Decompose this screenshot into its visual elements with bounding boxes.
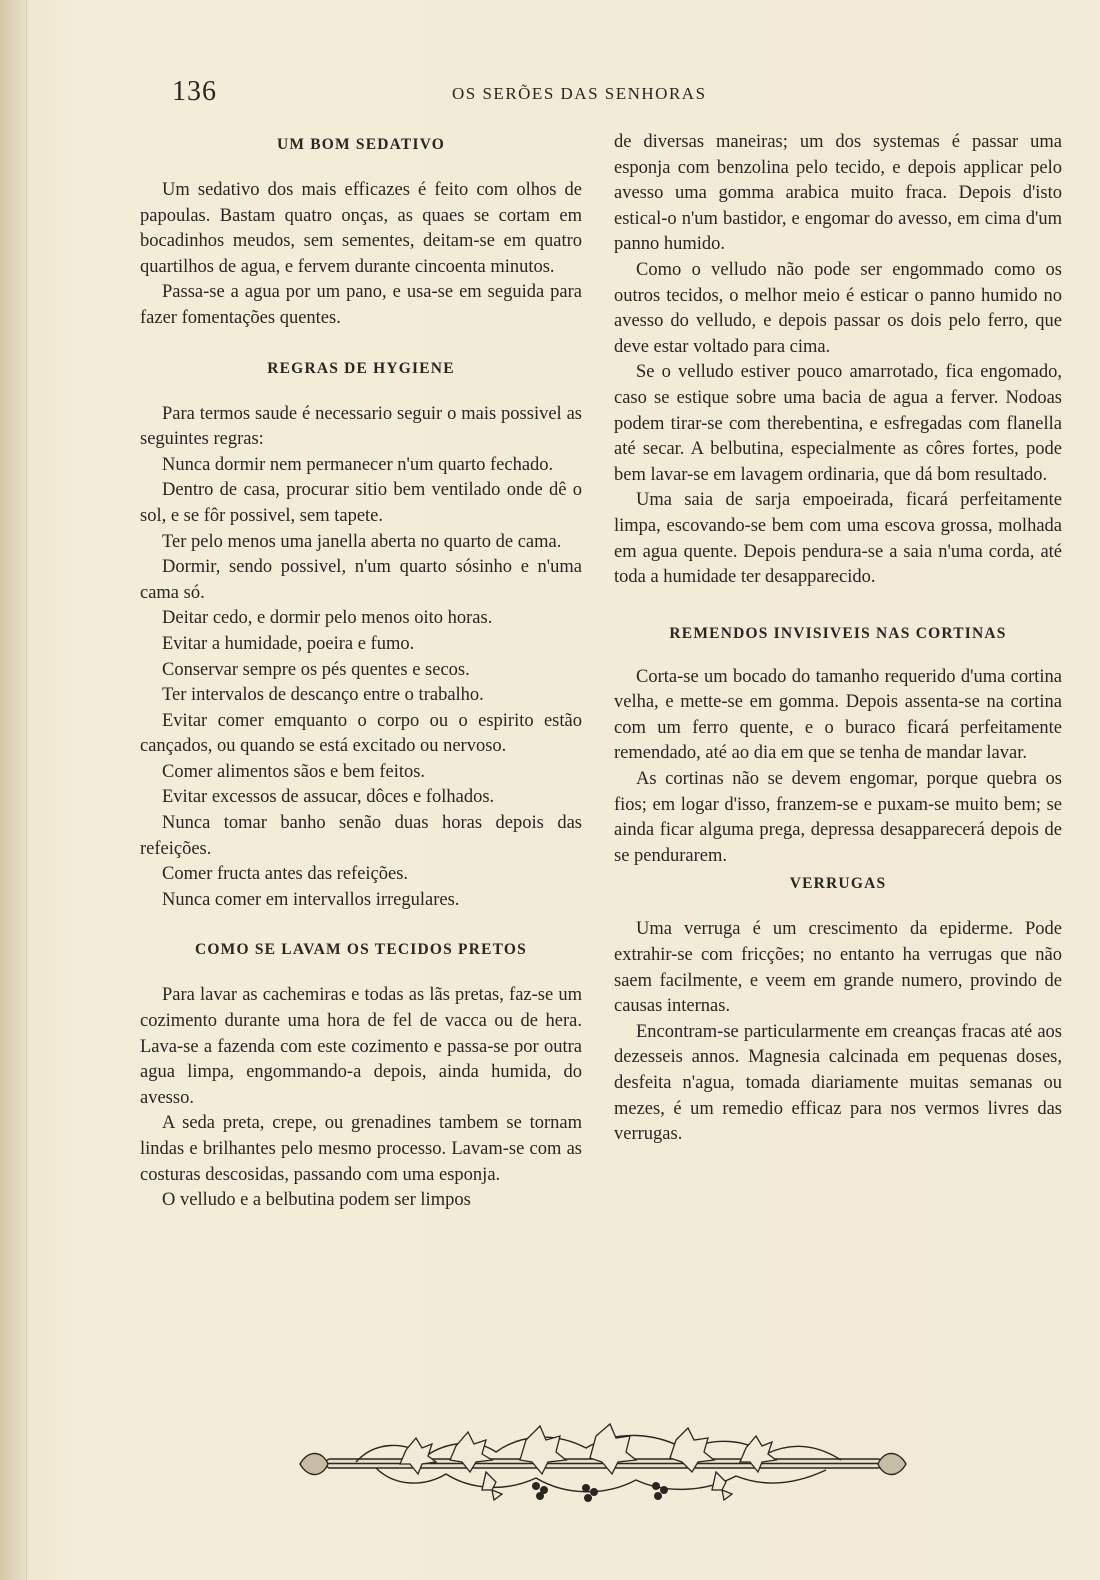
paragraph: Como o velludo não pode ser engommado como os outros tecidos, o melhor meio é esticar o panno humido no avesso do velludo, e depois passar os dois pelo ferro, que deve estar voltado para cima. (614, 259, 1062, 357)
paragraph: Corta-se um bocado do tamanho requerido d'uma cortina velha, e mette-se em gomma. Depois assenta-se na cortina com um ferro quente, e o buraco ficará perfeitamente remendado, até ao dia em que se tenha de mandar lavar. (614, 666, 1062, 764)
paragraph: Uma saia de sarja empoeirada, ficará perfeitamente limpa, escovando-se bem com uma escova grossa, molhada em agua quente. Depois pendura-se a saia n'uma corda, até toda a humidade ter desapparecido. (614, 490, 1062, 588)
paragraph: Um sedativo dos mais efficazes é feito com olhos de papoulas. Bastam quatro onças, as quaes se cortam em bocadinhos meudos, sem sementes, deitam-se em quatro quartilhos de agua, e fervem durante cincoenta minutos. (140, 180, 582, 277)
paragraph: Deitar cedo, e dormir pelo menos oito horas. (162, 608, 493, 629)
paragraph: Ter pelo menos uma janella aberta no quarto de cama. (162, 531, 562, 552)
paragraph: Dormir, sendo possivel, n'um quarto sósinho e n'uma cama só. (140, 557, 582, 603)
section-title: REGRAS DE HYGIENE (267, 359, 455, 377)
left-column (140, 128, 582, 1214)
section-title: VERRUGAS (789, 875, 887, 893)
paragraph: Evitar a humidade, poeira e fumo. (162, 633, 415, 654)
paragraph: Passa-se a agua por um pano, e usa-se em seguida para fazer fomentações quentes. (140, 282, 582, 328)
binding-edge (0, 0, 27, 1580)
running-title: OS SERÕES DAS SENHORAS (452, 84, 707, 103)
paragraph: Uma verruga é um crescimento da epiderme. Pode extrahir-se com fricções; no entanto ha verrugas que não saem facilmente, e veem em grande numero, provindo de causas internas. (614, 919, 1062, 1017)
paragraph: Para lavar as cachemiras e todas as lãs pretas, faz-se um cozimento durante uma hora de fel de vacca ou de hera. Lava-se a fazenda com este cozimento e passa-se por outra agua limpa, engommando-a depois, ainda humida, do avesso. (140, 985, 582, 1108)
paragraph: Ter intervalos de descanço entre o trabalho. (162, 685, 484, 706)
paragraph: Nunca tomar banho senão duas horas depois das refeições. (140, 813, 582, 859)
paragraph: Evitar excessos de assucar, dôces e folhados. (162, 787, 495, 808)
section-title: UM BOM SEDATIVO (276, 136, 446, 153)
section-title: COMO SE LAVAM OS TECIDOS PRETOS (195, 941, 527, 959)
section-title: REMENDOS INVISIVEIS NAS CORTINAS (669, 624, 1007, 642)
page-number: 136 (172, 76, 217, 107)
paragraph: O velludo e a belbutina podem ser limpos (162, 1190, 471, 1211)
paragraph: Dentro de casa, procurar sitio bem ventilado onde dê o sol, e se fôr possivel, sem tapete. (140, 480, 582, 526)
paragraph: Comer fructa antes das refeições. (162, 864, 409, 885)
paragraph: de diversas maneiras; um dos systemas é passar uma esponja com benzolina pelo tecido, e depois applicar pelo avesso uma gomma arabica muito fraca. Depois d'isto estical-o n'um bastidor, e engomar do avesso, em cima d'um panno humido. (614, 132, 1062, 255)
paragraph: Para termos saude é necessario seguir o mais possivel as seguintes regras: (140, 403, 582, 450)
right-column (614, 130, 1062, 1148)
paragraph: Comer alimentos sãos e bem feitos. (162, 761, 426, 782)
paragraph: Encontram-se particularmente em creanças fracas até aos dezesseis annos. Magnesia calcinada em pequenas doses, desfeita n'agua, tomada diariamente muitas semanas ou mezes, é um remedio efficaz para nos vermos livres das verrugas. (614, 1021, 1062, 1145)
vine-ornament-icon (296, 1422, 910, 1506)
paragraph: Conservar sempre os pés quentes e secos. (162, 659, 470, 680)
paragraph: Nunca dormir nem permanecer n'um quarto fechado. (162, 454, 554, 475)
paragraph: Se o velludo estiver pouco amarrotado, fica engomado, caso se estique sobre uma bacia de agua a ferver. Nodoas podem tirar-se com therebentina, e esfregadas com flanella até secar. A belbutina, especialmente as côres fortes, pode bem lavar-se em lavagem ordinaria, que dá bom resultado. (614, 362, 1062, 485)
paragraph: As cortinas não se devem engomar, porque quebra os fios; em logar d'isso, franzem-se e puxam-se muito bem; se ainda ficar alguma prega, depressa desapparecerá depois de se pendurarem. (614, 769, 1062, 866)
paragraph: A seda preta, crepe, ou grenadines tambem se tornam lindas e brilhantes pelo mesmo processo. Lavam-se com as costuras descosidas, passando com uma esponja. (140, 1113, 582, 1185)
paragraph: Evitar comer emquanto o corpo ou o espirito estão cançados, ou quando se está excitado ou nervoso. (140, 710, 582, 757)
paragraph: Nunca comer em intervallos irregulares. (162, 889, 460, 910)
